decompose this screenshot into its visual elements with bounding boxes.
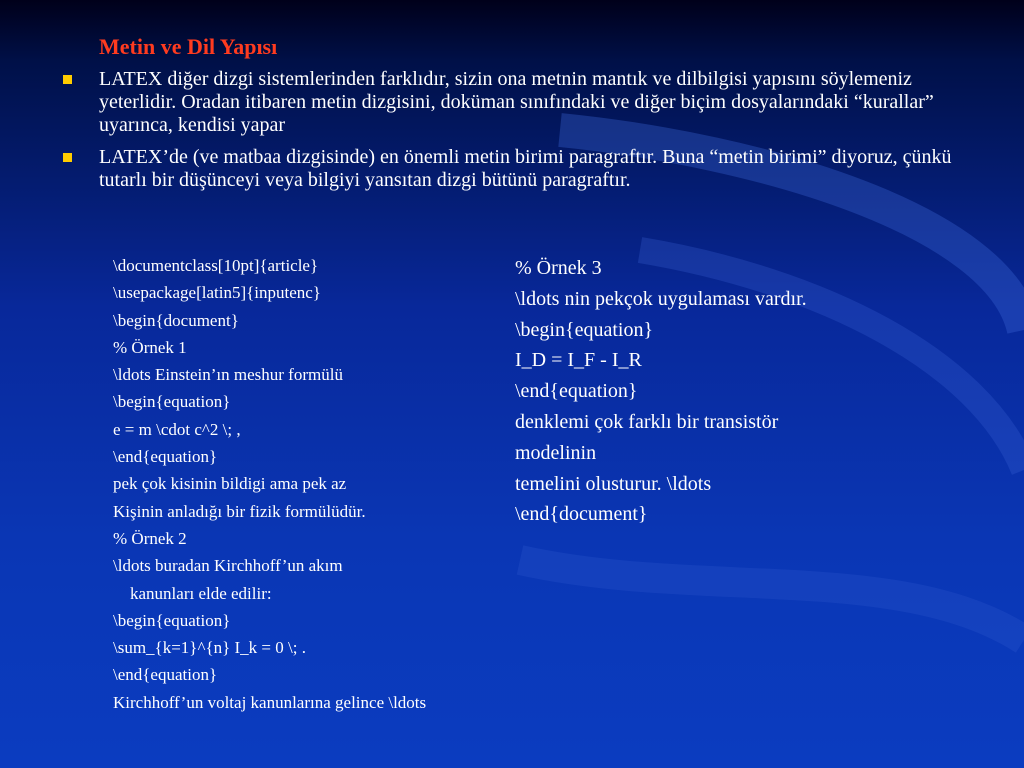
code-line: \begin{equation}: [113, 392, 231, 412]
code-line: e = m \cdot c^2 \; ,: [113, 419, 241, 439]
bullet-item: [60, 146, 960, 192]
bullet-text: LATEX diğer dizgi sistemlerinden farklıdır, sizin ona metnin mantık ve dilbilgisi yapısını söylemeniz yeterlidir. Oradan itibaren metin dizgisini, doküman sınıfındaki ve diğer biçim dosyalarındaki “kurallar” uyarınca, kendisi yapar: [99, 68, 934, 136]
code-line: \ldots Einstein’ın meshur formülü: [113, 365, 343, 385]
code-line: \begin{equation}: [515, 318, 654, 341]
slide-title: Metin ve Dil Yapısı: [99, 34, 278, 59]
code-line: % Örnek 1: [113, 337, 187, 357]
code-listing-right: [515, 253, 807, 530]
code-line: pek çok kisinin bildigi ama pek az: [113, 474, 347, 494]
code-line: \documentclass[10pt]{article}: [113, 256, 319, 275]
code-line: \end{equation}: [113, 447, 218, 467]
code-line: \end{document}: [515, 503, 648, 526]
square-bullet-icon: [63, 75, 72, 84]
code-line: I_D = I_F - I_R: [515, 349, 642, 372]
code-listing-left: [113, 252, 426, 716]
code-line: % Örnek 3: [515, 257, 602, 279]
code-line: temelini olusturur. \ldots: [515, 472, 712, 495]
code-line: \usepackage[latin5]{inputenc}: [113, 283, 321, 303]
code-line: \end{equation}: [515, 380, 638, 403]
bullet-list: [60, 68, 960, 201]
code-line: denklemi çok farklı bir transistör: [515, 410, 779, 433]
code-line: \sum_{k=1}^{n} I_k = 0 \; .: [113, 638, 306, 658]
code-line: % Örnek 2: [113, 528, 187, 548]
code-line: \ldots nin pekçok uygulaması vardır.: [515, 287, 807, 310]
code-line: kanunları elde edilir:: [130, 583, 272, 603]
code-line: \end{equation}: [113, 665, 218, 685]
code-line: Kirchhoff’un voltaj kanunlarına gelince \ldots: [113, 692, 427, 712]
code-line: \begin{equation}: [113, 610, 231, 630]
bullet-text: LATEX’de (ve matbaa dizgisinde) en önemli metin birimi paragraftır. Buna “metin birimi” diyoruz, çünkü tutarlı bir düşünceyi veya bilgiyi yansıtan dizgi bütünü paragraftır.: [99, 146, 952, 191]
code-line: \ldots buradan Kirchhoff’un akım: [113, 556, 343, 576]
code-line: \begin{document}: [113, 310, 239, 330]
code-line: modelinin: [515, 441, 597, 464]
bullet-item: [60, 68, 960, 137]
code-line: Kişinin anladığı bir fizik formülüdür.: [113, 501, 366, 521]
square-bullet-icon: [63, 153, 72, 162]
